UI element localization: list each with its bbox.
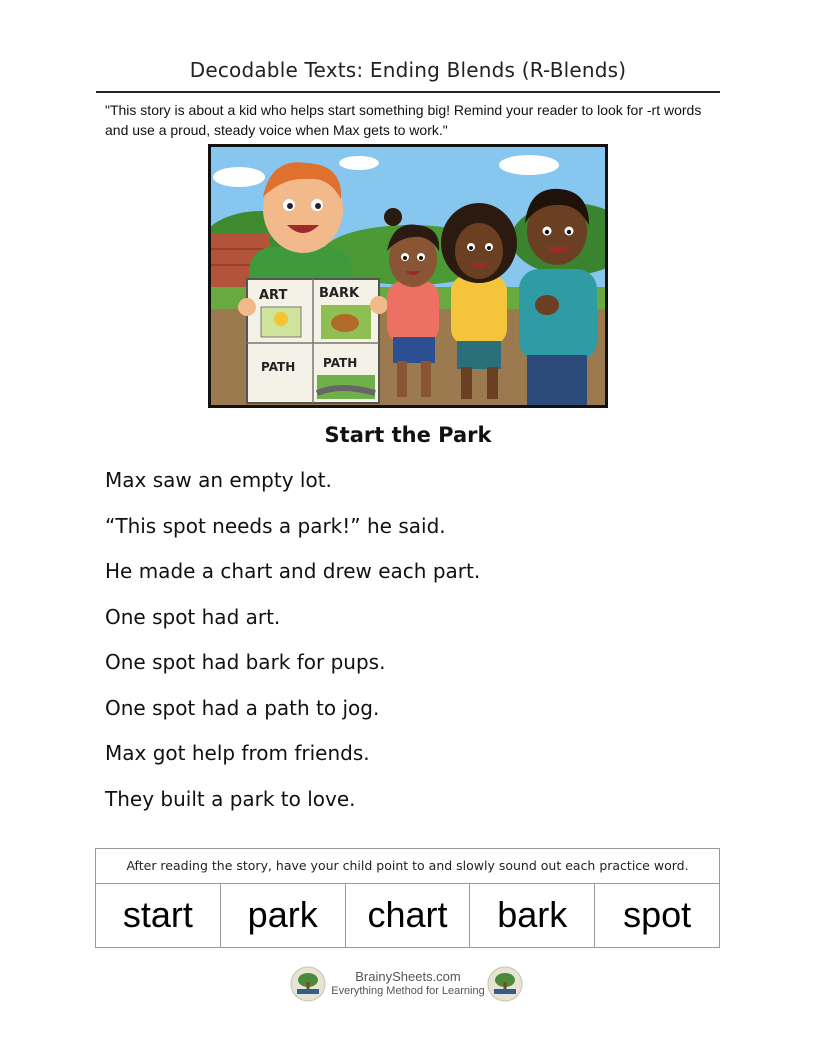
story-line: They built a park to love. xyxy=(105,786,356,811)
story-line: Max got help from friends. xyxy=(105,741,370,765)
sign-path-left: PATH xyxy=(261,360,296,374)
park-scene-image xyxy=(211,147,605,405)
practice-words-table xyxy=(95,848,720,948)
footer xyxy=(0,966,816,1002)
story-text xyxy=(105,466,725,830)
practice-word: chart xyxy=(346,884,471,947)
story-title: Start the Park xyxy=(324,423,492,447)
story-line: He made a chart and drew each part. xyxy=(105,559,481,583)
header-rule xyxy=(96,91,720,93)
footer-tagline: Everything Method for Learning xyxy=(331,985,485,997)
intro-note: "This story is about a kid who helps start something big! Remind your reader to look for -rt words and use a proud, steady voice when Max gets to work." xyxy=(105,102,702,138)
practice-word: park xyxy=(221,884,346,947)
story-line: “This spot needs a park!” he said. xyxy=(105,513,446,538)
brainysheets-logo-icon xyxy=(487,966,523,1002)
page-header-title: Decodable Texts: Ending Blends (R-Blends) xyxy=(189,58,627,82)
practice-word: start xyxy=(96,884,221,947)
footer-brand: BrainySheets.com xyxy=(355,969,461,984)
sign-path-right: PATH xyxy=(323,356,358,370)
story-line: One spot had a path to jog. xyxy=(105,695,380,720)
brainysheets-logo-icon xyxy=(290,966,326,1002)
story-line: One spot had bark for pups. xyxy=(105,650,386,674)
footer-text xyxy=(328,968,488,998)
practice-word: bark xyxy=(470,884,595,947)
practice-instruction: After reading the story, have your child point to and slowly sound out each practice word. xyxy=(96,849,719,884)
story-line: One spot had art. xyxy=(105,604,281,629)
practice-word-row xyxy=(96,884,719,947)
practice-word: spot xyxy=(623,894,692,935)
story-illustration xyxy=(208,144,608,408)
sign-bark: BARK xyxy=(319,286,360,301)
story-line: Max saw an empty lot. xyxy=(105,468,332,492)
sign-art: ART xyxy=(259,288,288,303)
